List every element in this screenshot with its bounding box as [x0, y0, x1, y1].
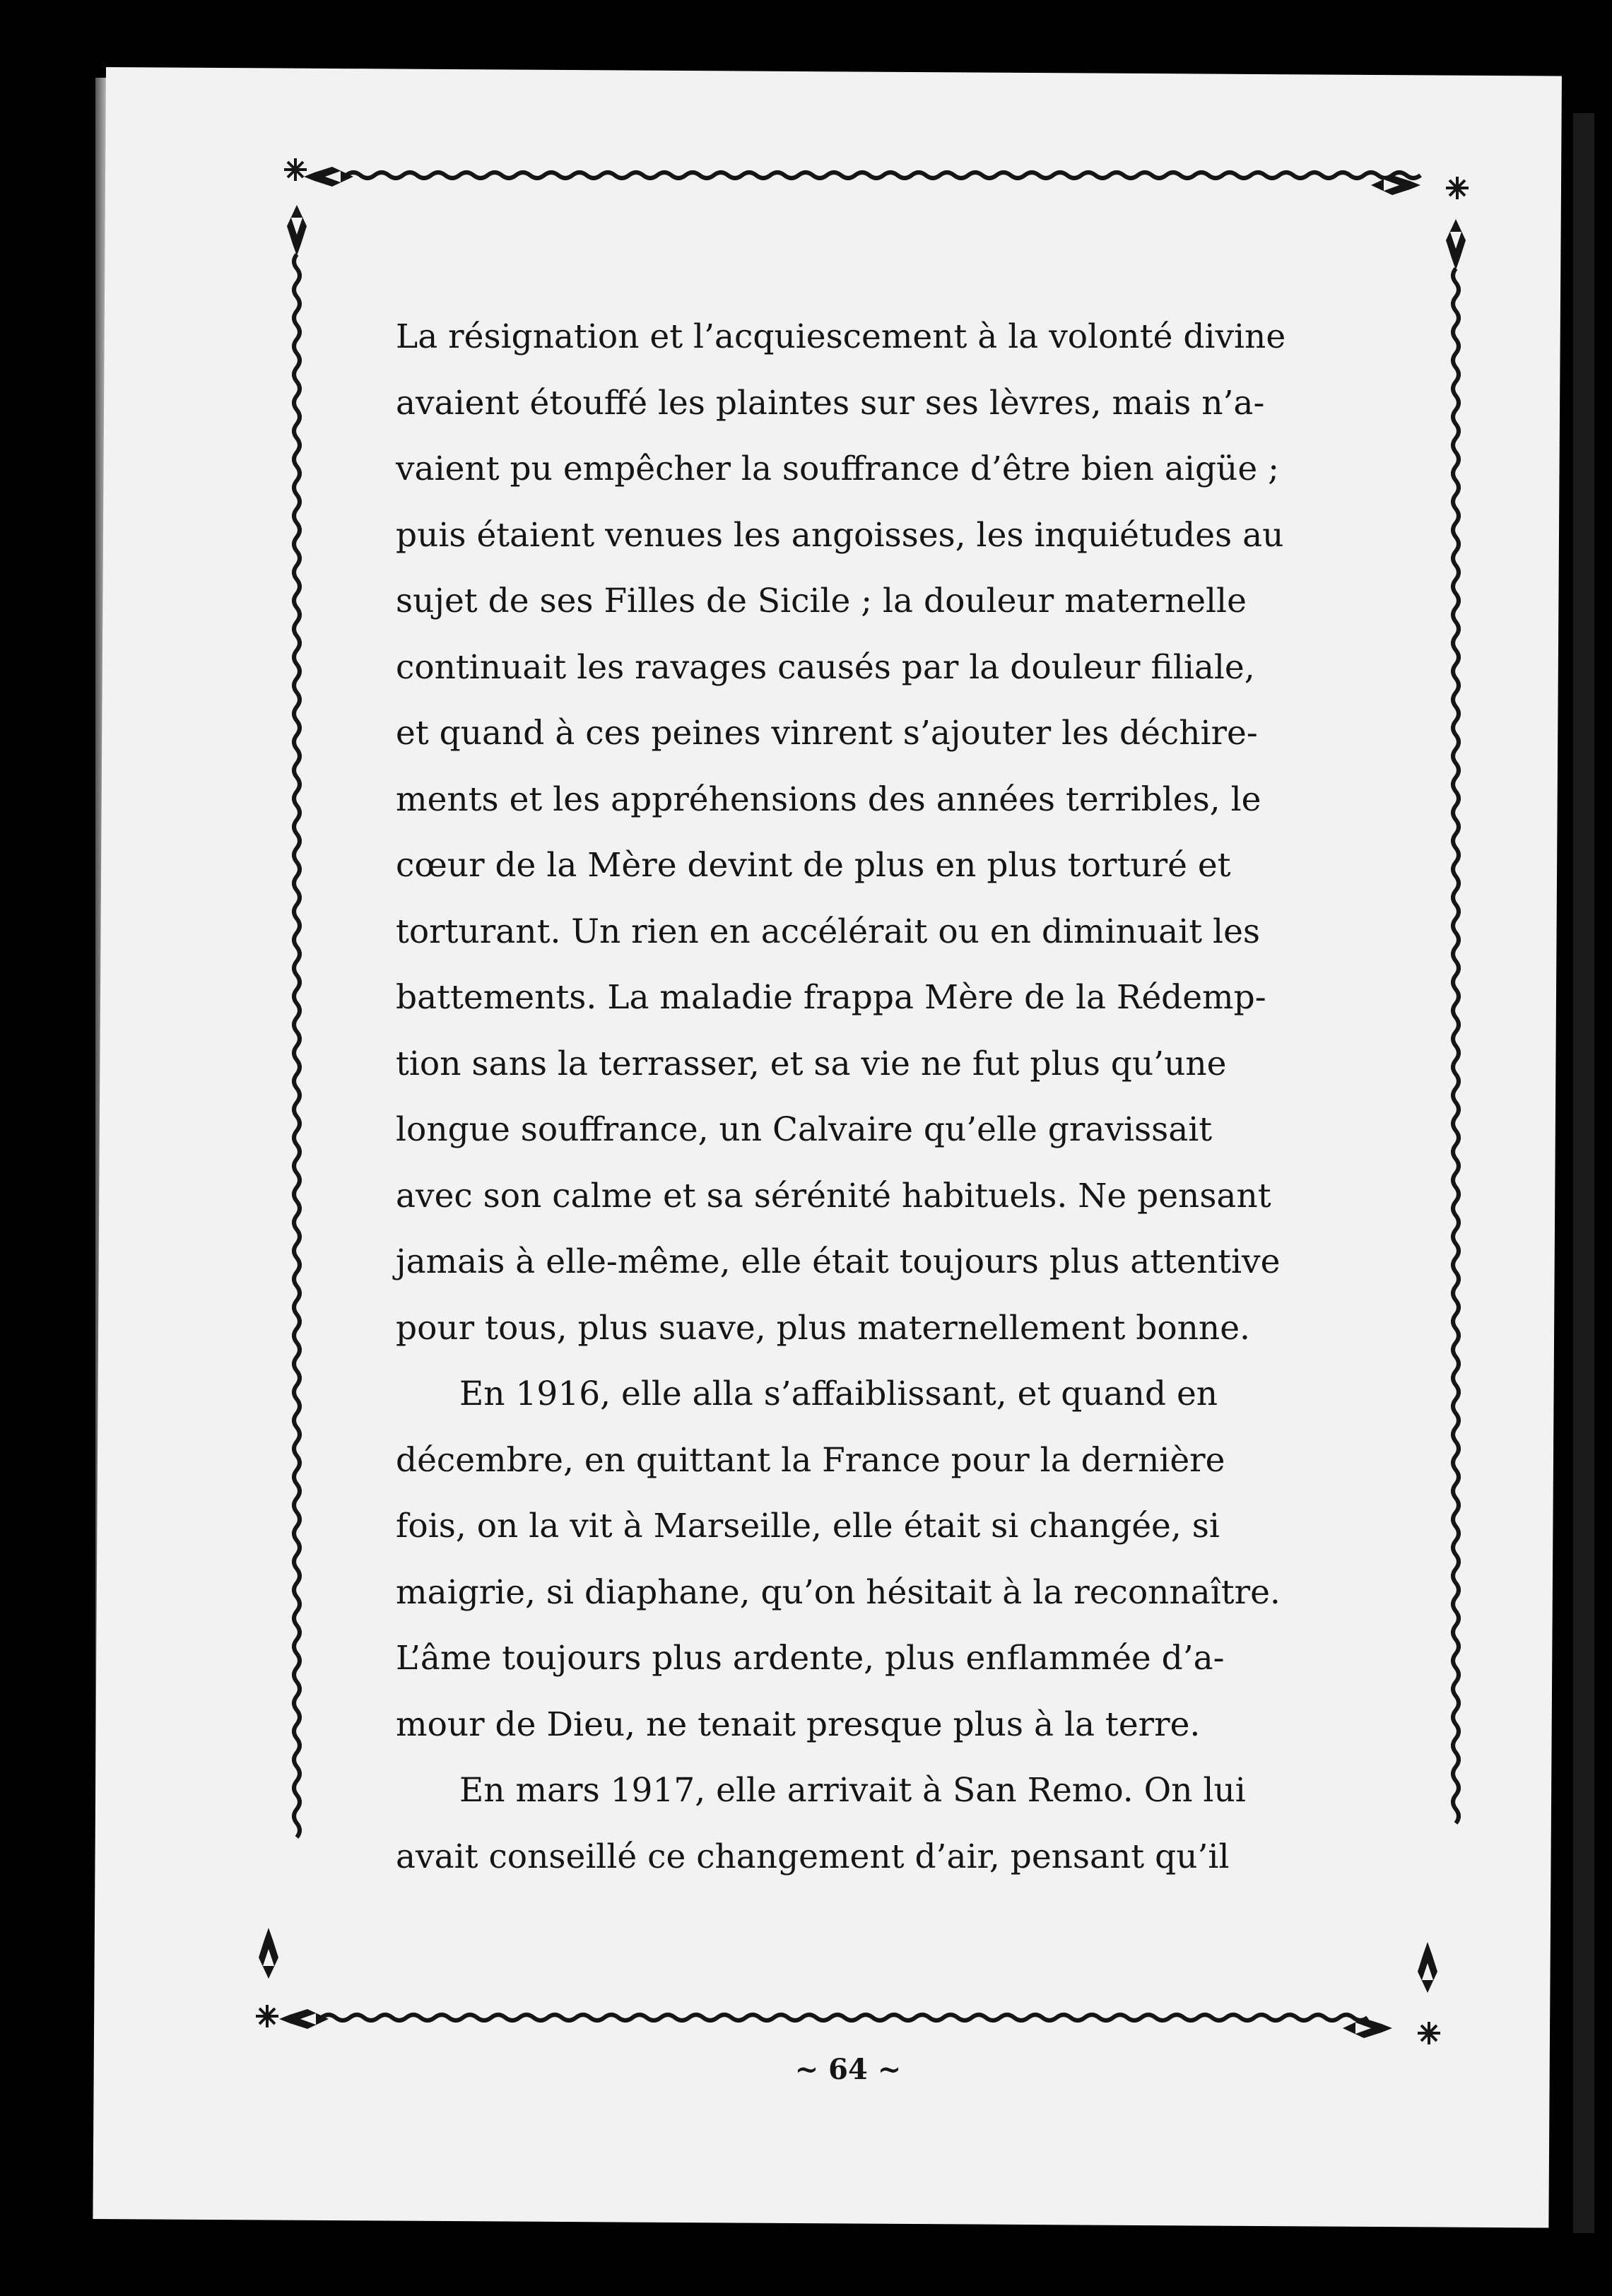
- folio-left-swash-icon: ~: [794, 2053, 819, 2086]
- folio-right-swash-icon: ~: [877, 2053, 902, 2086]
- body-text: [396, 304, 1314, 1890]
- top-wavy-rule: [304, 167, 1420, 195]
- page-number-value: 64: [828, 2053, 868, 2086]
- bottom-wavy-rule: [279, 2009, 1392, 2038]
- right-wavy-rule: [1418, 219, 1466, 1993]
- paragraph-3: En mars 1917, elle arrivait à San Remo. On lui avait conseillé ce changement d’air, pensant qu’il: [396, 1771, 1246, 1876]
- corner-flower-icon-bottom-left: [256, 2005, 278, 2027]
- corner-flower-icon-top-right: [1446, 177, 1469, 199]
- paragraph-1: La résignation et l’acquiescement à la volonté divine avaient étouffé les plaintes sur ses lèvres, mais n’a- vaient pu empêcher la souffrance d’être bien aigüe ; puis étaient venues les angoisses, les inquiétudes au sujet de ses Filles de Sicile ; la douleur maternelle continuait les ravages causés par la douleur filiale, et quand à ces peines vinrent s’ajouter les déchire- ments et les appréhensions des années terribles, le cœur de la Mère devint de plus en plus torturé et torturant. Un rien en accélérait ou en diminuait les battements. La maladie frappa Mère de la Rédemp- tion sans la terrasser, et sa vie ne fut plus qu’une longue souffrance, un Calvaire qu’elle gravissait avec son calme et sa sérénité habituels. Ne pensant jamais à elle-même, elle était toujours plus attentive pour tous, plus suave, plus maternellement bonne.: [396, 317, 1286, 1348]
- paragraph-2: En 1916, elle alla s’affaiblissant, et quand en décembre, en quittant la France pour la dernière fois, on la vit à Marseille, elle était si changée, si maigrie, si diaphane, qu’on hésitait à la reconnaître. L’âme toujours plus ardente, plus enflammée d’a- mour de Dieu, ne tenait presque plus à la terre.: [396, 1374, 1281, 1744]
- left-wavy-rule: [259, 205, 307, 1979]
- page-number: [763, 2053, 933, 2086]
- corner-flower-icon-bottom-right: [1418, 2022, 1440, 2044]
- corner-flower-icon-top-left: [284, 158, 307, 181]
